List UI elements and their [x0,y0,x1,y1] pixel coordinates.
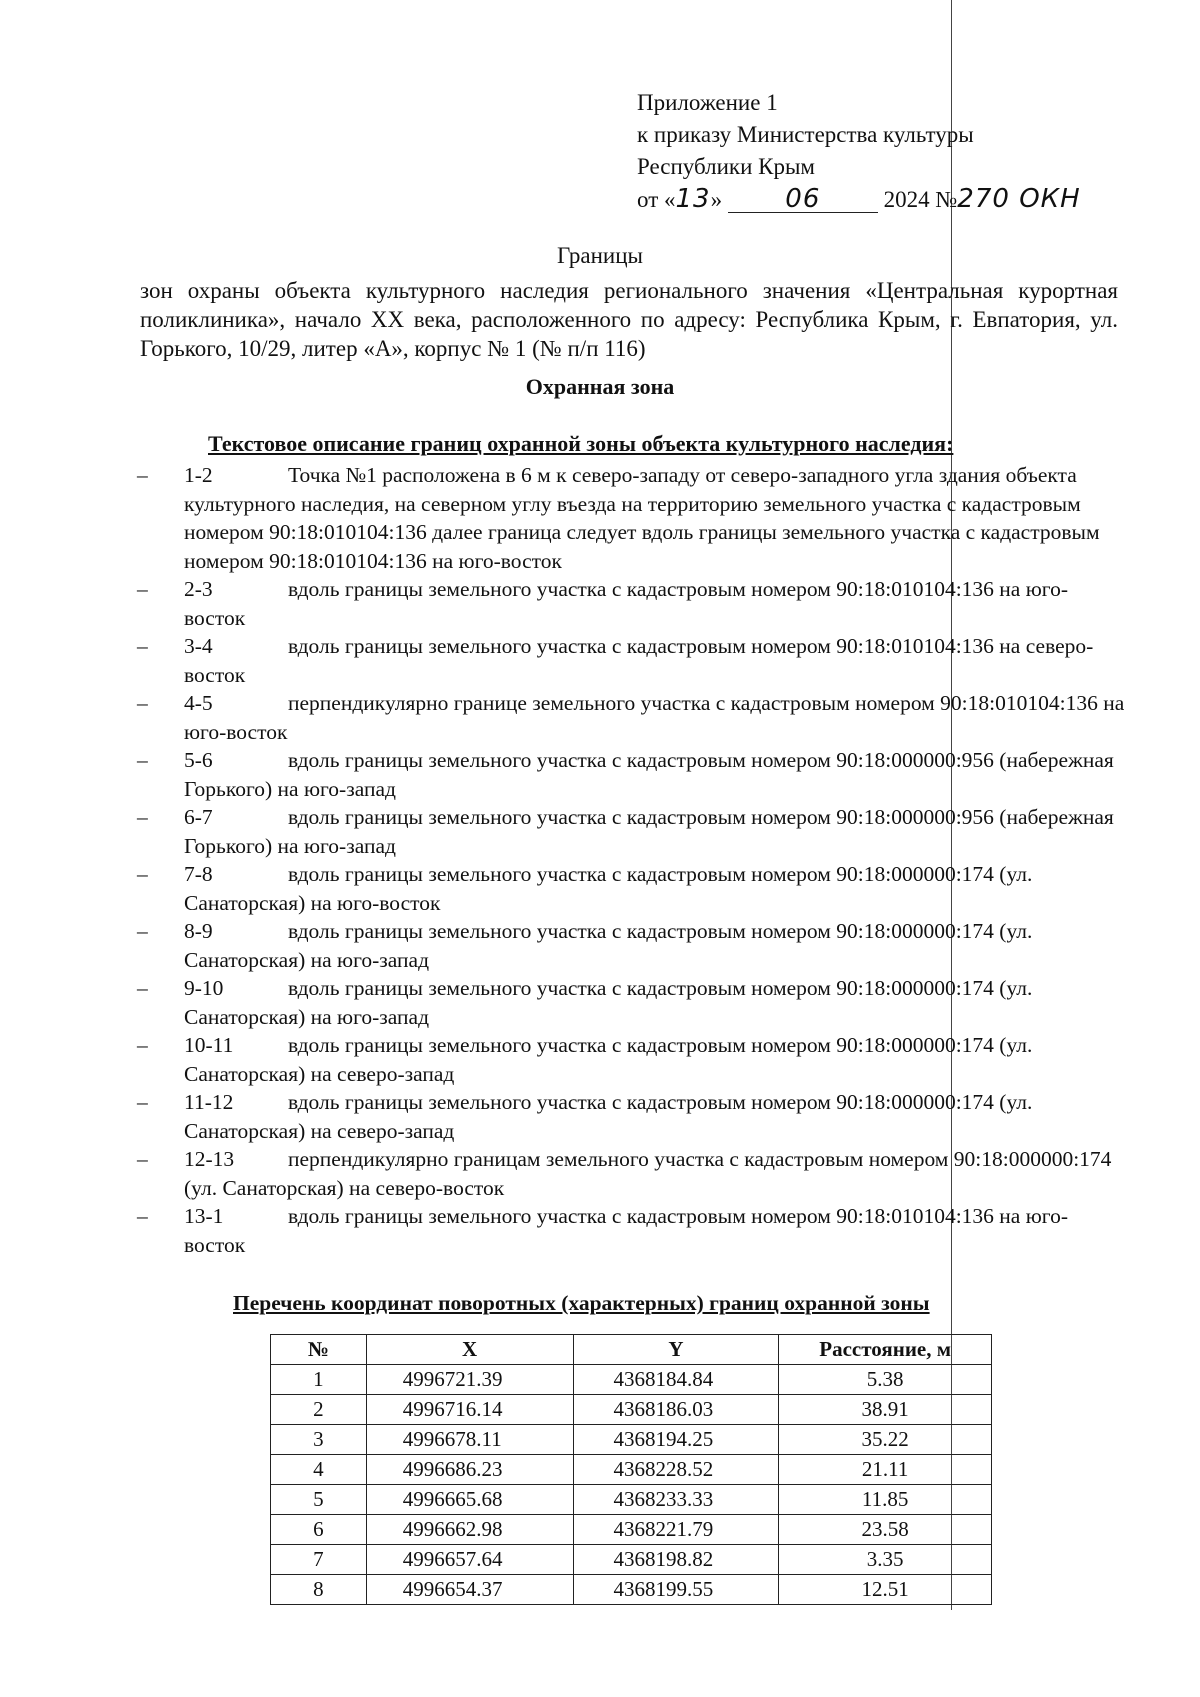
date-prefix: от « [637,187,676,212]
header-number: № [271,1335,367,1365]
cell-x: 4996654.37 [366,1575,573,1605]
segment-label: 3-4 [184,634,213,658]
list-dash: – [137,805,148,829]
boundary-item [137,575,1127,632]
boundary-item [137,917,1127,974]
segment-description: вдоль границы земельного участка с кадастровым номером 90:18:010104:136 на северо-восток [184,634,1094,687]
list-dash: – [137,1090,148,1114]
segment-description: вдоль границы земельного участка с кадастровым номером 90:18:000000:174 (ул. Санаторская) на юго-восток [184,862,1033,915]
segment-label: 11-12 [184,1090,234,1114]
segment-description: вдоль границы земельного участка с кадастровым номером 90:18:010104:136 на юго-восток [184,577,1068,630]
list-dash: – [137,634,148,658]
cell-y: 4368199.55 [573,1575,779,1605]
table-row [271,1515,992,1545]
list-dash: – [137,919,148,943]
cell-y: 4368184.84 [573,1365,779,1395]
handwritten-day: 13 [675,184,711,214]
segment-label: 7-8 [184,862,213,886]
table-row [271,1425,992,1455]
boundary-description-list [137,461,1127,1259]
boundary-item [137,746,1127,803]
segment-label: 5-6 [184,748,213,772]
cell-y: 4368233.33 [573,1485,779,1515]
cell-y: 4368228.52 [573,1455,779,1485]
list-dash: – [137,577,148,601]
header-distance: Расстояние, м [779,1335,992,1365]
list-dash: – [137,976,148,1000]
segment-description: вдоль границы земельного участка с кадастровым номером 90:18:000000:956 (набережная Горького) на юго-запад [184,748,1114,801]
table-row [271,1395,992,1425]
table-row [271,1365,992,1395]
cell-x: 4996665.68 [366,1485,573,1515]
segment-label: 4-5 [184,691,213,715]
list-dash: – [137,1204,148,1228]
order-date-line [637,183,1081,216]
segment-description: вдоль границы земельного участка с кадастровым номером 90:18:000000:174 (ул. Санаторская) на северо-запад [184,1090,1033,1143]
order-reference: к приказу Министерства культуры [637,122,974,147]
boundary-item [137,1202,1127,1259]
list-dash: – [137,748,148,772]
cell-number: 2 [271,1395,367,1425]
segment-label: 8-9 [184,919,213,943]
ministry-region: Республики Крым [637,154,815,179]
cell-distance: 38.91 [779,1395,992,1425]
boundary-item [137,1088,1127,1145]
cell-distance: 5.38 [779,1365,992,1395]
table-heading: Перечень координат поворотных (характерных) границ охранной зоны [233,1291,930,1315]
segment-description: вдоль границы земельного участка с кадастровым номером 90:18:000000:956 (набережная Горького) на юго-запад [184,805,1114,858]
segment-label: 2-3 [184,577,213,601]
cell-distance: 35.22 [779,1425,992,1455]
appendix-header [637,87,1081,216]
table-row [271,1575,992,1605]
segment-label: 1-2 [184,463,213,487]
cell-x: 4996716.14 [366,1395,573,1425]
list-dash: – [137,1147,148,1171]
document-subtitle: зон охраны объекта культурного наследия регионального значения «Центральная курортная поликлиника», начало XX века, расположенного по адресу: Республика Крым, г. Евпатория, ул. Горького, 10/29, литер «А», корпус № 1 (№ п/п 116) [140,278,1118,361]
boundary-item [137,974,1127,1031]
table-header-row [271,1335,992,1365]
list-dash: – [137,862,148,886]
cell-x: 4996662.98 [366,1515,573,1545]
header-y: Y [573,1335,779,1365]
cell-distance: 21.11 [779,1455,992,1485]
boundary-item [137,1145,1127,1202]
segment-label: 9-10 [184,976,224,1000]
boundary-item [137,632,1127,689]
cell-y: 4368198.82 [573,1545,779,1575]
cell-x: 4996678.11 [366,1425,573,1455]
cell-number: 4 [271,1455,367,1485]
handwritten-month: 06 [728,186,878,213]
cell-x: 4996686.23 [366,1455,573,1485]
cell-y: 4368194.25 [573,1425,779,1455]
list-dash: – [137,463,148,487]
cell-y: 4368221.79 [573,1515,779,1545]
document-title: Границы [557,243,643,268]
header-x: X [366,1335,573,1365]
cell-distance: 3.35 [779,1545,992,1575]
cell-number: 5 [271,1485,367,1515]
boundary-item [137,689,1127,746]
cell-distance: 11.85 [779,1485,992,1515]
cell-distance: 23.58 [779,1515,992,1545]
segment-description: перпендикулярно границам земельного участка с кадастровым номером 90:18:000000:174 (ул. Санаторская) на северо-восток [184,1147,1112,1200]
segment-description: вдоль границы земельного участка с кадастровым номером 90:18:000000:174 (ул. Санаторская) на юго-запад [184,976,1033,1029]
table-row [271,1545,992,1575]
handwritten-order-number: 270 ОКН [957,184,1081,214]
boundary-item [137,461,1127,575]
segment-description: вдоль границы земельного участка с кадастровым номером 90:18:000000:174 (ул. Санаторская) на северо-запад [184,1033,1033,1086]
list-dash: – [137,691,148,715]
boundary-item [137,803,1127,860]
cell-number: 3 [271,1425,367,1455]
segment-description: вдоль границы земельного участка с кадастровым номером 90:18:010104:136 на юго-восток [184,1204,1068,1257]
cell-number: 6 [271,1515,367,1545]
table-row [271,1455,992,1485]
cell-x: 4996721.39 [366,1365,573,1395]
segment-label: 6-7 [184,805,213,829]
cell-x: 4996657.64 [366,1545,573,1575]
cell-number: 8 [271,1575,367,1605]
boundary-item [137,860,1127,917]
cell-number: 7 [271,1545,367,1575]
appendix-label: Приложение 1 [637,90,778,115]
segment-description: перпендикулярно границе земельного участка с кадастровым номером 90:18:010104:136 на юго-восток [184,691,1125,744]
list-dash: – [137,1033,148,1057]
cell-distance: 12.51 [779,1575,992,1605]
cell-number: 1 [271,1365,367,1395]
cell-y: 4368186.03 [573,1395,779,1425]
description-heading: Текстовое описание границ охранной зоны объекта культурного наследия: [208,431,954,456]
table-row [271,1485,992,1515]
segment-label: 13-1 [184,1204,224,1228]
coordinates-table [270,1334,992,1605]
date-mid: » [710,187,723,212]
order-year: 2024 № [883,187,958,212]
segment-description: вдоль границы земельного участка с кадастровым номером 90:18:000000:174 (ул. Санаторская) на юго-запад [184,919,1033,972]
segment-label: 10-11 [184,1033,234,1057]
segment-description: Точка №1 расположена в 6 м к северо-западу от северо-западного угла здания объекта культурного наследия, на северном углу въезда на территорию земельного участка с кадастровым номером 90:18:010104:136 далее граница следует вдоль границы земельного участка с кадастровым номером 90:18:010104:136 на юго-восток [184,463,1100,573]
boundary-item [137,1031,1127,1088]
segment-label: 12-13 [184,1147,235,1171]
section-heading: Охранная зона [525,374,675,399]
